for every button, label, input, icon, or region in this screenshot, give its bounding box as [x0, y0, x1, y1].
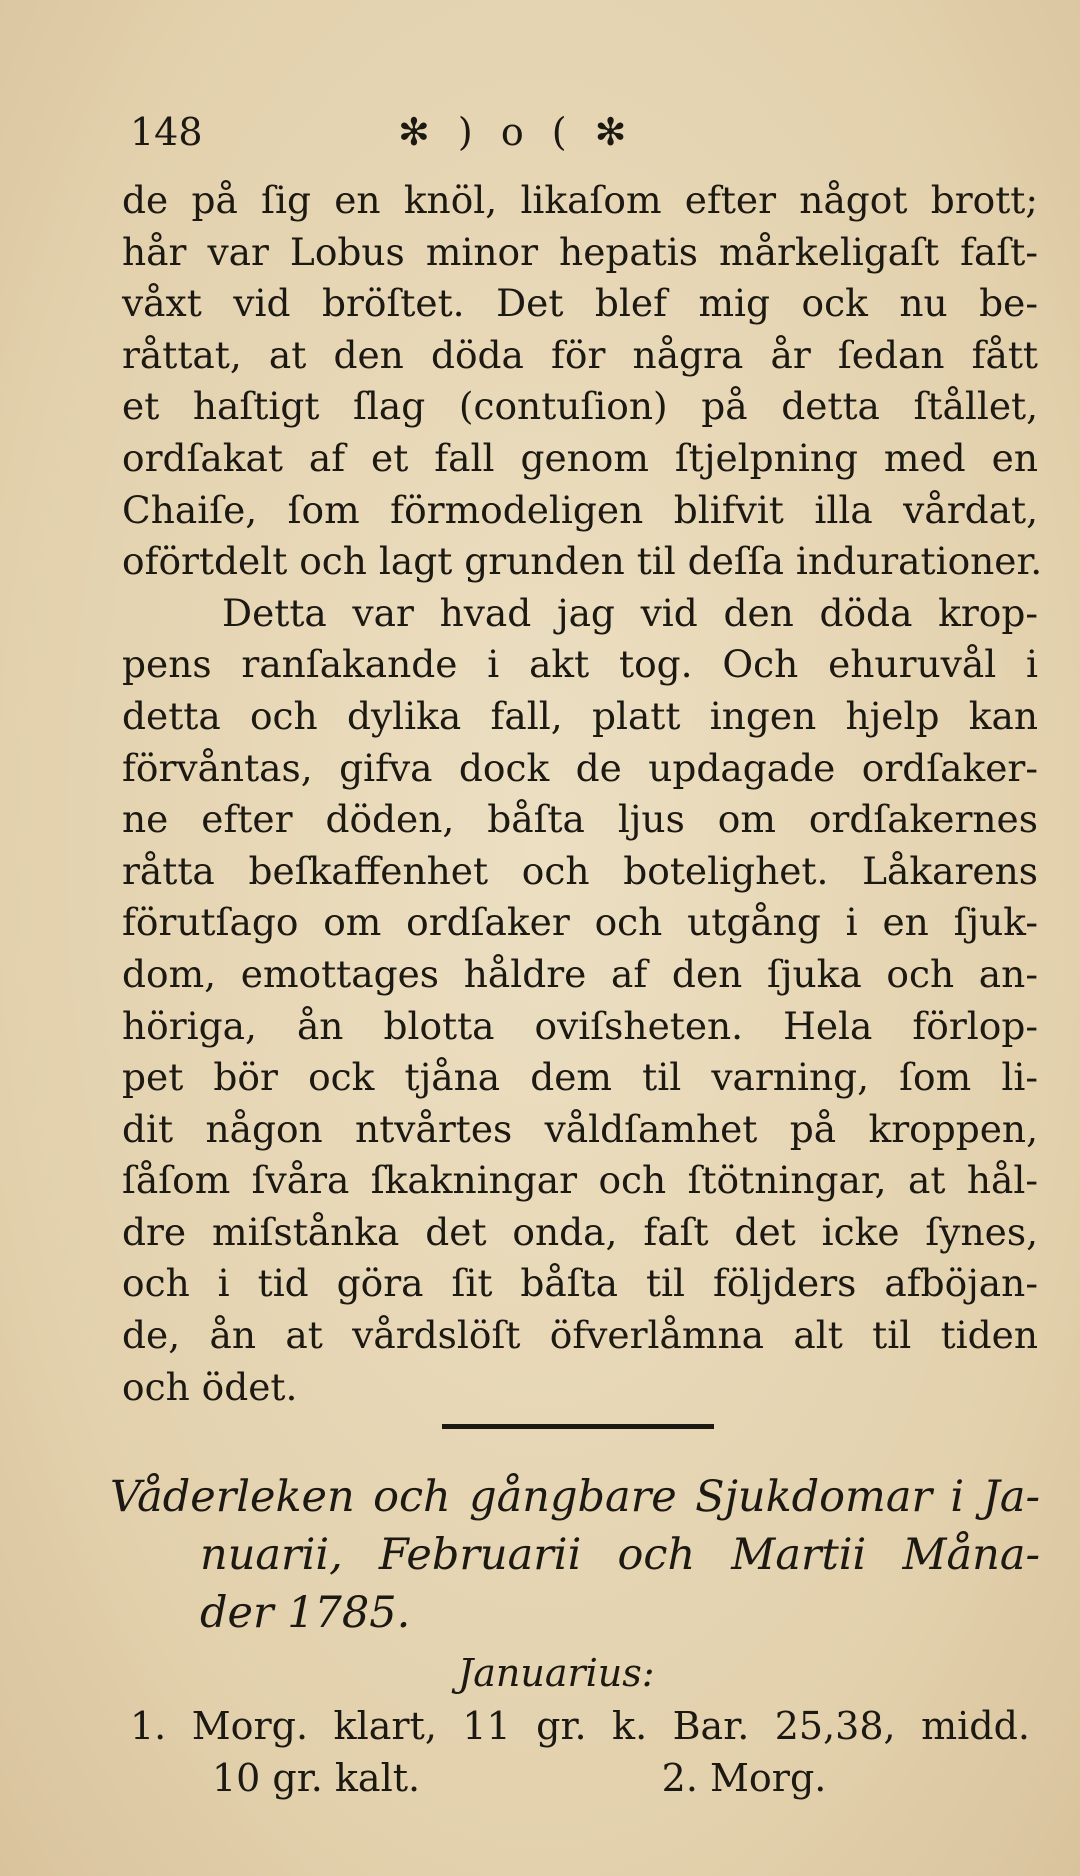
text-line: höriga, ån blotta oviſsheten. Hela förlop-: [122, 1003, 1038, 1048]
text-line: råtta beſkaffenhet och botelighet. Låkarens: [122, 848, 1038, 893]
text-line: Chaiſe, ſom förmodeligen blifvit illa vårdat,: [122, 487, 1038, 532]
body-text: [122, 175, 1043, 1413]
text-line: hår var Lobus minor hepatis mårkeligaſt faſt-: [122, 229, 1038, 274]
text-line: detta och dylika fall, platt ingen hjelp kan: [122, 693, 1038, 738]
entry-line: 1. Morg. klart, 11 gr. k. Bar. 25,38, midd.: [130, 1704, 1030, 1748]
text-line: ordſakat af et fall genom ſtjelpning med en: [122, 435, 1038, 480]
text-line: förvåntas, gifva dock de updagade ordſaker-: [122, 745, 1038, 790]
header-ornament: ✻ ) o ( ✻: [398, 110, 635, 154]
text-line: de på ſig en knöl, likaſom efter något brott;: [122, 178, 1038, 222]
text-line: oförtdelt och lagt grunden til deſſa indurationer.: [122, 539, 1043, 584]
text-line: dom, emottages håldre af den ſjuka och an-: [122, 951, 1038, 996]
text-line: de, ån at vårdslöſt öfverlåmna alt til tiden: [122, 1313, 1038, 1358]
text-line: råttat, at den döda för några år ſedan fått: [122, 332, 1038, 377]
text-line: våxt vid bröſtet. Det blef mig ock nu be-: [122, 281, 1038, 326]
running-header: [130, 102, 770, 162]
text-line: et haſtigt ſlag (contuſion) på detta ſtållet,: [122, 384, 1038, 429]
entry-line: 10 gr. kalt. 2. Morg.: [212, 1756, 827, 1800]
text-line: pet bör ock tjåna dem til varning, ſom li-: [122, 1055, 1038, 1100]
month-label: Januarius:: [458, 1651, 655, 1695]
text-line: dit någon ntvårtes våldſamhet på kroppen,: [122, 1106, 1038, 1151]
text-line: och ödet.: [122, 1364, 298, 1409]
weather-entries: [130, 1700, 1030, 1804]
heading-line: der 1785.: [200, 1588, 411, 1638]
text-line: förutſago om ordſaker och utgång i en ſjuk-: [122, 900, 1038, 945]
text-line: dre miſstånka det onda, faſt det icke ſynes,: [122, 1209, 1038, 1254]
section-heading: [110, 1468, 1040, 1642]
heading-line: Våderleken och gångbare Sjukdomar i Ja-: [110, 1472, 1040, 1522]
text-line: ſåſom ſvåra ſkakningar och ſtötningar, at hål-: [122, 1158, 1038, 1203]
page-number: 148: [130, 110, 203, 154]
text-line: och i tid göra ſit båſta til följders afböjan-: [122, 1261, 1038, 1306]
text-line: pens ranſakande i akt tog. Och ehuruvål i: [122, 642, 1038, 687]
text-line: ne efter döden, båſta ljus om ordſakernes: [122, 797, 1038, 842]
text-line: Detta var hvad jag vid den döda krop-: [222, 590, 1038, 635]
section-divider-rule: [442, 1424, 714, 1429]
heading-line: nuarii, Februarii och Martii Måna-: [200, 1530, 1040, 1580]
